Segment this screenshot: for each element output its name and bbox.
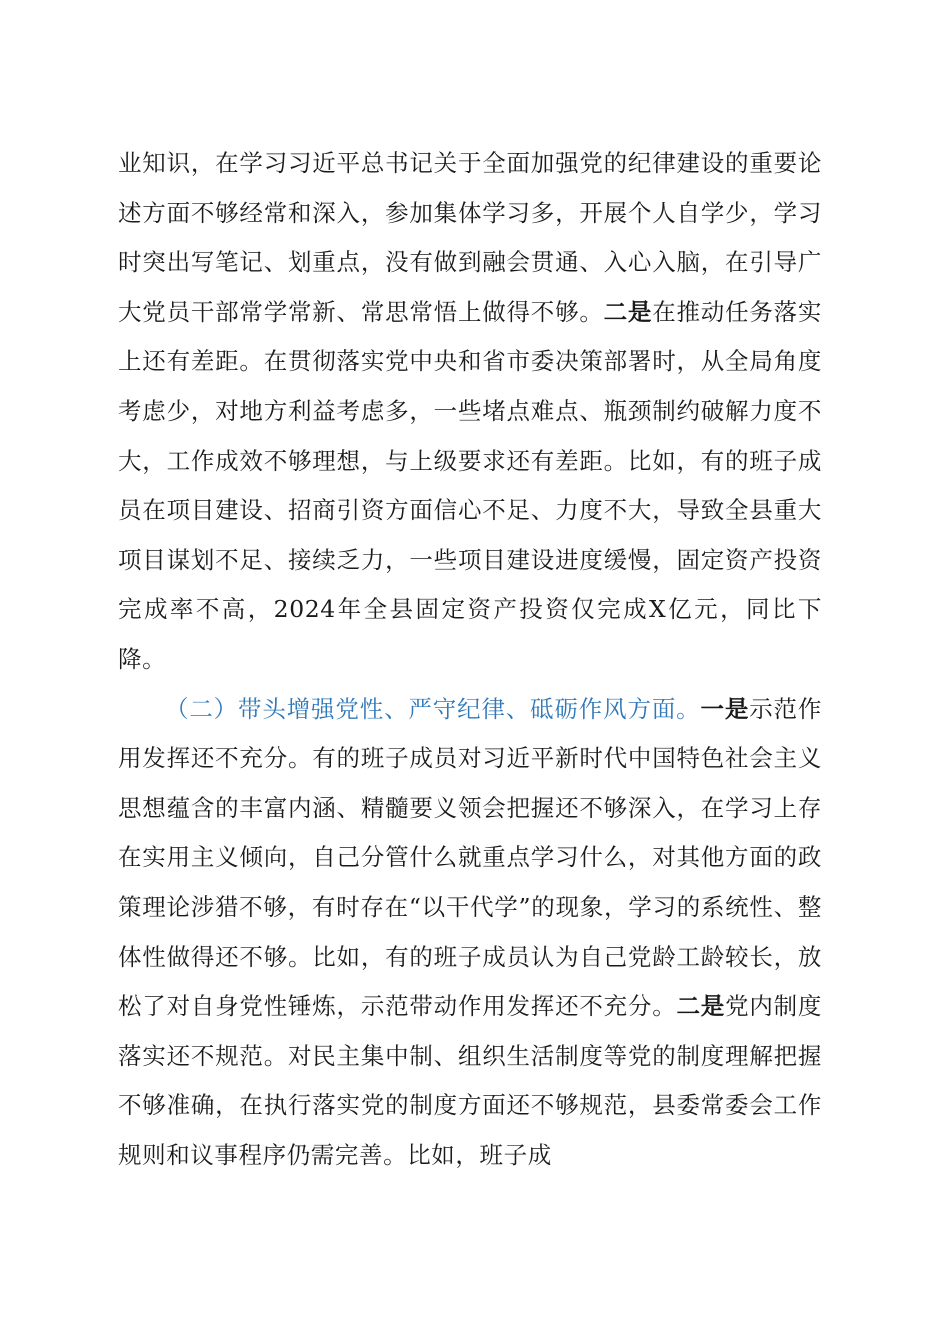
paragraph-1-bold-ershi: 二是: [603, 297, 653, 326]
paragraph-1: [118, 139, 822, 685]
paragraph-2: [118, 685, 822, 1181]
paragraph-2-text-2: 党内制度落实还不规范。对民主集中制、组织生活制度等党的制度理解把握不够准确，在执行落实党的制度方面还不够规范，县委常委会工作规则和议事程序仍需完善。比如，班子成: [118, 992, 823, 1169]
document-body: [118, 139, 822, 1180]
paragraph-1-text-1: 业知识，在学习习近平总书记关于全面加强党的纪律建设的重要论述方面不够经常和深入，参加集体学习多，开展个人自学少，学习时突出写笔记、划重点，没有做到融会贯通、入心入脑，在引导广大党员干部常学常新、常思常悟上做得不够。: [118, 149, 822, 326]
section-heading-2: （二）带头增强党性、严守纪律、砥砺作风方面。: [165, 694, 701, 723]
paragraph-2-bold-ershi: 二是: [676, 992, 726, 1021]
paragraph-1-text-2: 在推动任务落实上还有差距。在贯彻落实党中央和省市委决策部署时，从全局角度考虑少，对地方利益考虑多，一些堵点难点、瓶颈制约破解力度不大，工作成效不够理想，与上级要求还有差距。比如，有的班子成员在项目建设、招商引资方面信心不足、力度不大，导致全县重大项目谋划不足、接续乏力，一些项目建设进度缓慢，固定资产投资完成率不高，2024年全县固定资产投资仅完成X亿元，同比下降。: [118, 297, 823, 673]
paragraph-2-text-1: 示范作用发挥还不充分。有的班子成员对习近平新时代中国特色社会主义思想蕴含的丰富内涵、精髓要义领会把握还不够深入，在学习上存在实用主义倾向，自己分管什么就重点学习什么，对其他方面的政策理论涉猎不够，有时存在“以干代学”的现象，学习的系统性、整体性做得还不够。比如，有的班子成员认为自己党龄工龄较长，放松了对自身党性锤炼，示范带动作用发挥还不充分。: [118, 694, 822, 1021]
paragraph-2-bold-yishi: 一是: [700, 694, 750, 723]
